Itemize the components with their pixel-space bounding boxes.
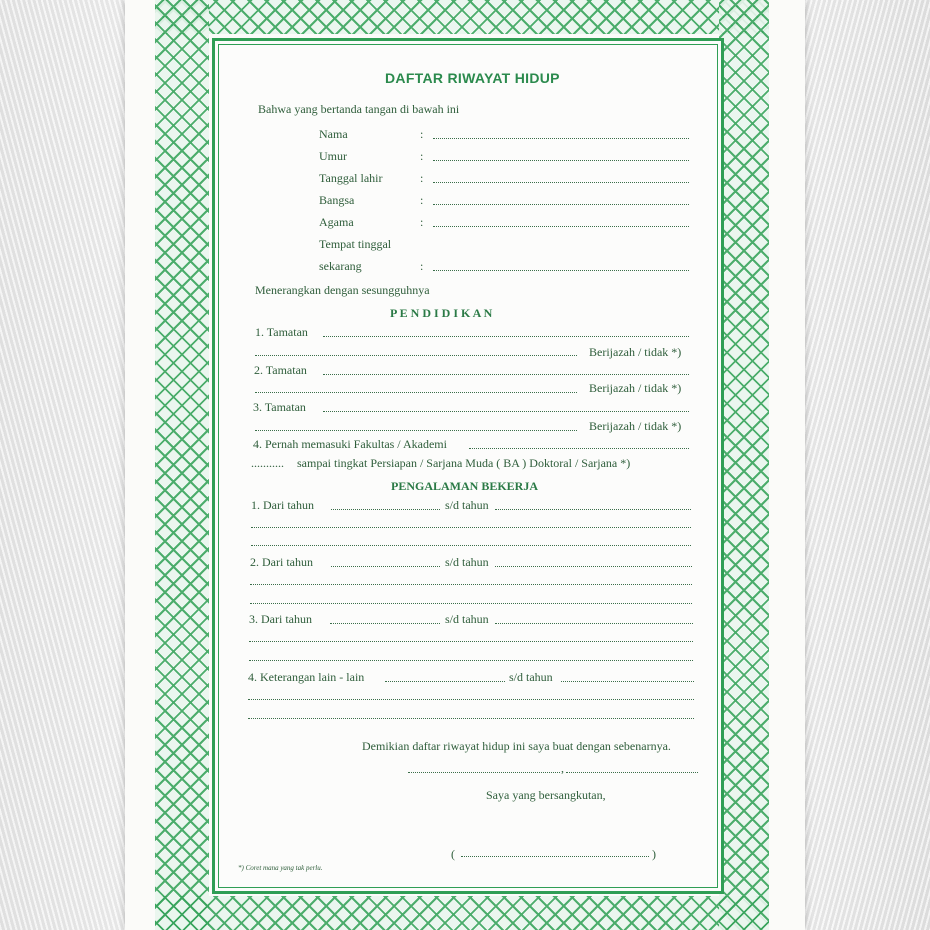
work-until-line[interactable] [495,509,691,510]
field-colon: : [420,259,424,273]
work-item-label: 3. Dari tahun [249,612,312,626]
field-label-sekarang: sekarang [319,259,362,273]
background-fur-right [790,0,930,930]
work-until-label: s/d tahun [445,612,489,626]
work-detail-line[interactable] [251,545,691,546]
field-colon: : [420,215,424,229]
footnote: *) Coret mana yang tak perlu. [238,864,323,872]
faculty-label: 4. Pernah memasuki Fakultas / Akademi [253,437,447,451]
field-line-tanggal-lahir[interactable] [433,182,689,183]
field-colon: : [420,193,424,207]
field-label-bangsa: Bangsa [319,193,355,207]
ornamental-border-left [155,0,209,930]
work-detail-line[interactable] [248,718,694,719]
field-label-tanggal-lahir: Tanggal lahir [319,171,383,185]
ornamental-border-bottom [155,896,769,930]
signature-line[interactable] [461,856,649,857]
work-item-label: 4. Keterangan lain - lain [248,670,365,684]
field-label-agama: Agama [319,215,354,229]
work-detail-line[interactable] [248,699,694,700]
work-detail-line[interactable] [250,603,692,604]
field-line-bangsa[interactable] [433,204,689,205]
education-item-label: 3. Tamatan [253,400,306,414]
field-label-tempat-tinggal: Tempat tinggal [319,237,392,251]
statement-text: Menerangkan dengan sesungguhnya [255,283,430,297]
field-colon: : [420,149,424,163]
field-colon: : [420,127,424,141]
education-line[interactable] [255,355,577,356]
work-until-label: s/d tahun [445,498,489,512]
education-line[interactable] [323,336,689,337]
work-heading: PENGALAMAN BEKERJA [391,479,539,493]
work-detail-line[interactable] [249,641,693,642]
work-until-label: s/d tahun [509,670,553,684]
field-line-tempat-tinggal[interactable] [433,270,689,271]
signature-close-paren: ) [652,847,656,861]
ornamental-border-right [719,0,769,930]
ornamental-border-top [155,0,769,34]
signer-text: Saya yang bersangkutan, [486,788,606,802]
work-detail-line[interactable] [250,584,692,585]
work-item-label: 2. Dari tahun [250,555,313,569]
education-item-label: 2. Tamatan [254,363,307,377]
work-until-line[interactable] [561,681,694,682]
certificate-option: Berijazah / tidak *) [589,345,682,359]
place-date-separator: , [561,761,564,775]
form-title: DAFTAR RIWAYAT HIDUP [385,70,560,86]
work-from-line[interactable] [385,681,505,682]
field-colon: : [420,171,424,185]
education-line[interactable] [255,392,577,393]
faculty-line[interactable] [469,448,689,449]
work-detail-line[interactable] [249,660,693,661]
level-dots: ........... [251,456,284,470]
education-heading: P E N D I D I K A N [390,306,493,320]
field-label-umur: Umur [319,149,347,163]
work-from-line[interactable] [331,509,440,510]
certificate-option: Berijazah / tidak *) [589,419,682,433]
intro-text: Bahwa yang bertanda tangan di bawah ini [258,102,460,116]
field-line-nama[interactable] [433,138,689,139]
field-line-agama[interactable] [433,226,689,227]
work-until-label: s/d tahun [445,555,489,569]
education-line[interactable] [323,411,689,412]
field-line-umur[interactable] [433,160,689,161]
work-from-line[interactable] [330,623,440,624]
work-detail-line[interactable] [251,527,691,528]
place-line[interactable] [408,772,560,773]
certificate-option: Berijazah / tidak *) [589,381,682,395]
signature-open-paren: ( [451,847,455,861]
level-text: sampai tingkat Persiapan / Sarjana Muda ( BA ) Doktoral / Sarjana *) [297,456,631,470]
work-until-line[interactable] [495,566,692,567]
date-line[interactable] [566,772,698,773]
work-item-label: 1. Dari tahun [251,498,314,512]
education-line[interactable] [255,430,577,431]
education-line[interactable] [323,374,689,375]
work-from-line[interactable] [331,566,440,567]
education-item-label: 1. Tamatan [255,325,308,339]
work-until-line[interactable] [495,623,693,624]
closing-statement: Demikian daftar riwayat hidup ini saya buat dengan sebenarnya. [362,739,671,753]
field-label-nama: Nama [319,127,348,141]
background-fur-left [0,0,140,930]
